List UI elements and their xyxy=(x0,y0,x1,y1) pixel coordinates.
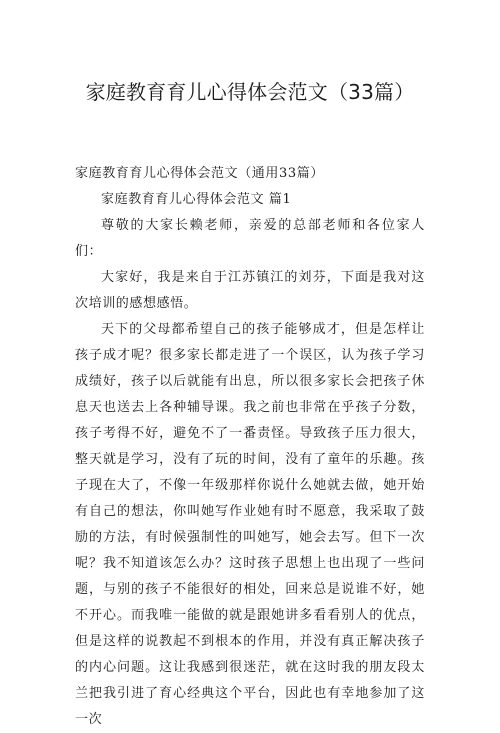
document-body xyxy=(75,157,425,733)
greeting-paragraph: 大家好，我是来自于江苏镇江的刘芬，下面是我对这次培训的感想感悟。 xyxy=(75,270,425,311)
body-paragraph: 天下的父母都希望自己的孩子能够成才，但是怎样让孩子成才呢？很多家长都走进了一个误区，认为孩子学习成绩好，孩子以后就能有出息，所以很多家长会把孩子休息天也送去上各种辅导课。我之前也非常在乎孩子分数，孩子考得不好，避免不了一番责怪。导致孩子压力很大，整天就是学习，没有了玩的时间，没有了童年的乐趣。孩子现在大了，不像一年级那样你说什么她就去做，她开始有自己的想法，你叫她写作业她有时不愿意，我采取了鼓励的方法，有时候强制性的叫她写，她会去写。但下一次呢？我不知道该怎么办？这时孩子思想上也出现了一些问题，与别的孩子不能很好的相处，回来总是说谁不好，她不开心。而我唯一能做的就是跟她讲多看看别人的优点，但是这样的说教起不到根本的作用，并没有真正解决孩子的内心问题。这让我感到很迷茫，就在这时我的朋友段太兰把我引进了育心经典这个平台，因此也有幸地参加了这一次 xyxy=(75,322,425,727)
section-heading: 家庭教育育儿心得体会范文 篇1 xyxy=(101,192,292,207)
document-title: 家庭教育育儿心得体会范文（33篇） xyxy=(85,80,415,104)
intro-line: 家庭教育育儿心得体会范文（通用33篇） xyxy=(75,166,324,181)
salutation-paragraph: 尊敬的大家长赖老师，亲爱的总部老师和各位家人们： xyxy=(75,218,425,259)
